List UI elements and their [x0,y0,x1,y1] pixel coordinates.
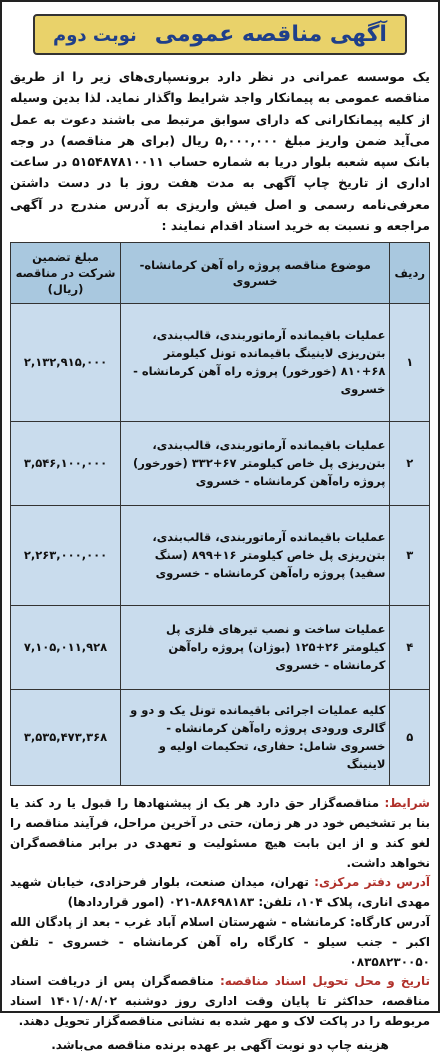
conditions-label: شرایط: [384,796,430,811]
table-row [11,304,430,422]
delivery-label: تاریخ و محل تحویل اسناد مناقصه: [219,974,430,989]
table-row [11,422,430,506]
table-header-row [11,243,430,304]
row-subject: عملیات ساخت و نصب تیرهای فلزی پل کیلومتر ۲۶+۱۲۵ (بوژان) پروژه راه‌آهن کرمانشاه - خسروی [121,606,390,690]
header [10,8,430,60]
row-subject: عملیات باقیمانده آرماتوربندی، قالب‌بندی، بتن‌ریزی پل خاص کیلومتر ۱۶+۸۹۹ (سنگ سفید) پروژه راه‌آهن کرمانشاه - خسروی [121,506,390,606]
row-amount: ۳,۵۴۶,۱۰۰,۰۰۰ [11,422,121,506]
table-row [11,606,430,690]
notes-section [10,794,430,1055]
header-amount: مبلغ تضمین شرکت در مناقصه (ریال) [11,243,121,304]
hq-paragraph [10,873,430,913]
row-subject: کلیه عملیات اجرائی باقیمانده تونل یک و دو و گالری ورودی پروژه راه‌آهن کرمانشاه - خسروی شامل: حفاری، تحکیمات اولیه و لاینینگ [121,690,390,786]
workshop-paragraph: آدرس کارگاه: کرمانشاه - شهرستان اسلام آباد غرب - بعد از پادگان الله اکبر - جنب سیلو - کارگاه راه آهن کرمانشاه - خسروی - تلفن ۰۸۳۵۸۲۳۰۰۵۰ [10,915,430,969]
row-subject: عملیات باقیمانده آرماتوربندی، قالب‌بندی، بتن‌ریزی پل خاص کیلومتر ۶۷+۳۳۲ (خورخور) پروژه راه‌آهن کرمانشاه - خسروی [121,422,390,506]
conditions-text: مناقصه‌گزار حق دارد هر یک از پیشنهادها را قبول یا رد کند یا بنا بر تشخیص خود در هر زمان، حتی در آخرین مراحل، فرآیند مناقصه را لغو کند و از این بابت هیچ مسئولیت و تعهدی در برابر مناقصه‌گران نخواهد داشت. [10,796,430,870]
row-amount: ۳,۵۳۵,۴۷۳,۳۶۸ [11,690,121,786]
notice-round: نوبت دوم [53,24,137,46]
row-index: ۱ [390,304,430,422]
row-amount: ۲,۱۳۲,۹۱۵,۰۰۰ [11,304,121,422]
row-subject: عملیات باقیمانده آرماتوربندی، قالب‌بندی، بتن‌ریزی لاینینگ باقیمانده تونل کیلومتر ۶۸+۸۱۰ (خورخور) پروژه راه آهن کرمانشاه - خسروی [121,304,390,422]
intro-paragraph: یک موسسه عمرانی در نظر دارد برونسپاری‌های زیر را از طریق مناقصه عمومی به پیمانکار واجد شرایط واگذار نماید. لذا بدین وسیله از کلیه پیمانکارانی که دارای سوابق مرتبط می باشند دعوت به عمل می‌آید ضمن واریز مبلغ ۵,۰۰۰,۰۰۰ ریال (برای هر مناقصه) در وجه بانک سپه شعبه بلوار دریا به شماره حساب ۵۱۵۴۸۷۸۱۰۰۱۱ در ساعت اداری از تاریخ چاپ آگهی به مدت هفت روز با در دست داشتن معرفی‌نامه رسمی و اصل فیش واریزی به آدرس مندرج در آگهی مراجعه و نسبت به خرید اسناد اقدام نمایند : [10,69,430,233]
row-amount: ۷,۱۰۵,۰۱۱,۹۲۸ [11,606,121,690]
row-index: ۴ [390,606,430,690]
tender-table [10,242,430,786]
footer-note: هزینه چاپ دو نوبت آگهی بر عهده برنده مناقصه می‌باشد. [51,1037,389,1052]
header-index: ردیف [390,243,430,304]
notice-title: آگهی مناقصه عمومی [154,21,387,47]
table-row [11,506,430,606]
title-banner [33,14,407,55]
row-amount: ۲,۲۶۳,۰۰۰,۰۰۰ [11,506,121,606]
hq-text: تهران، میدان صنعت، بلوار فرحزادی، خیابان شهید مهدی اناری، پلاک ۱۰۴، تلفن: ۸۸۶۹۸۱۸۳-۰۲۱ (امور قراردادها) [10,875,430,910]
delivery-paragraph [10,972,430,1031]
header-subject: موضوع مناقصه پروژه راه آهن کرمانشاه- خسروی [121,243,390,304]
row-index: ۲ [390,422,430,506]
row-index: ۳ [390,506,430,606]
table-row [11,690,430,786]
hq-label: آدرس دفتر مرکزی: [314,875,431,890]
conditions-paragraph [10,794,430,873]
delivery-text: مناقصه‌گران پس از دریافت اسناد مناقصه، حداکثر تا پایان وقت اداری روز دوشنبه ۱۴۰۱/۰۸/۰۲ اسناد مربوطه را در پاکت لاک و مهر شده به نشانی مناقصه‌گزار تحویل دهند. [10,974,430,1029]
row-index: ۵ [390,690,430,786]
